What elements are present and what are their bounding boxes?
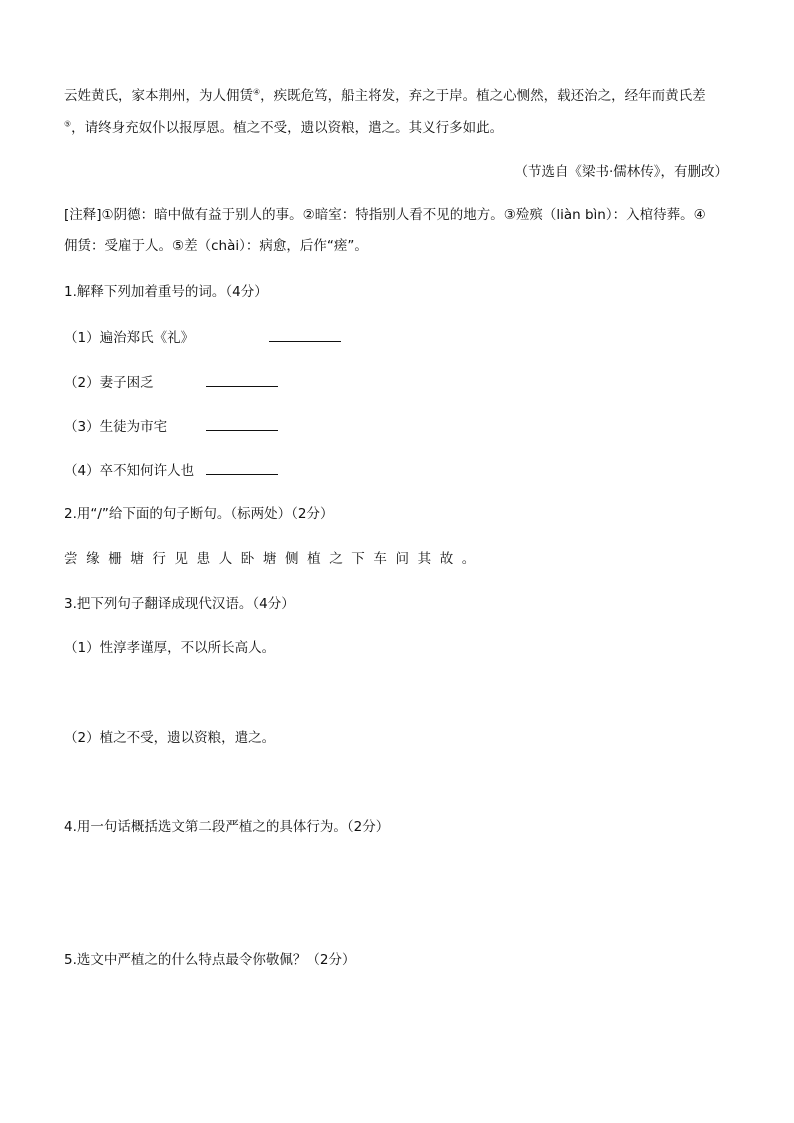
q1-item-2: [64, 372, 278, 393]
question-5-title: 5.选文中严植之的什么特点最令你敬佩？（2分）: [64, 952, 356, 968]
question-4-title: 4.用一句话概括选文第二段严植之的具体行为。（2分）: [64, 819, 390, 835]
q5-answer-area[interactable]: [64, 978, 728, 1078]
answer-blank[interactable]: [269, 327, 341, 342]
q1-item-label: （3）生徒为市宅: [64, 419, 168, 435]
q3-item-1: （1）性淳孝谨厚，不以所长高人。: [64, 640, 276, 656]
annotation-line-2: 佣赁：受雇于人。⑤差（chài）：病愈，后作“瘥”。: [64, 238, 368, 254]
q3-item-2: （2）植之不受，遗以资粮，遣之。: [64, 730, 276, 746]
passage-line-1: [64, 86, 706, 106]
answer-blank[interactable]: [206, 372, 278, 387]
q1-item-label: （1）遍治郑氏《礼》: [64, 330, 195, 346]
question-2-title: 2.用“/”给下面的句子断句。（标两处）（2分）: [64, 506, 334, 522]
q4-answer-area[interactable]: [64, 844, 728, 944]
passage-text: ，疾既危笃，船主将发，弃之于岸。植之心恻然，载还治之，经年而黄氏差: [260, 88, 706, 104]
annotation-line-1: [注释]①阴德：暗中做有益于别人的事。②暗室：特指别人看不见的地方。③殓殡（liàn bìn）：入棺待葬。④: [64, 207, 706, 223]
footnote-marker: ⑤: [64, 119, 72, 129]
answer-blank[interactable]: [206, 460, 278, 475]
footnote-marker: ④: [253, 87, 261, 97]
question-3-title: 3.把下列句子翻译成现代汉语。（4分）: [64, 596, 295, 612]
passage-line-2: [64, 118, 503, 138]
q1-item-4: [64, 460, 278, 481]
q3-answer-area-2[interactable]: [64, 754, 728, 810]
q1-item-1: [64, 327, 341, 348]
passage-text: ，请终身充奴仆以报厚恩。植之不受，遗以资粮，遣之。其义行多如此。: [71, 120, 504, 136]
q1-item-label: （2）妻子困乏: [64, 375, 154, 391]
source-citation: （节选自《梁书·儒林传》，有删改）: [514, 164, 728, 180]
q2-sentence: 尝缘栅塘行见患人卧塘侧植之下车问其故。: [64, 551, 484, 567]
q1-item-label: （4）卒不知何许人也: [64, 463, 195, 479]
q3-answer-area-1[interactable]: [64, 664, 728, 720]
passage-text: 云姓黄氏，家本荆州，为人佣赁: [64, 88, 253, 104]
question-1-title: 1.解释下列加着重号的词。（4分）: [64, 284, 268, 300]
answer-blank[interactable]: [206, 416, 278, 431]
q1-item-3: [64, 416, 278, 437]
